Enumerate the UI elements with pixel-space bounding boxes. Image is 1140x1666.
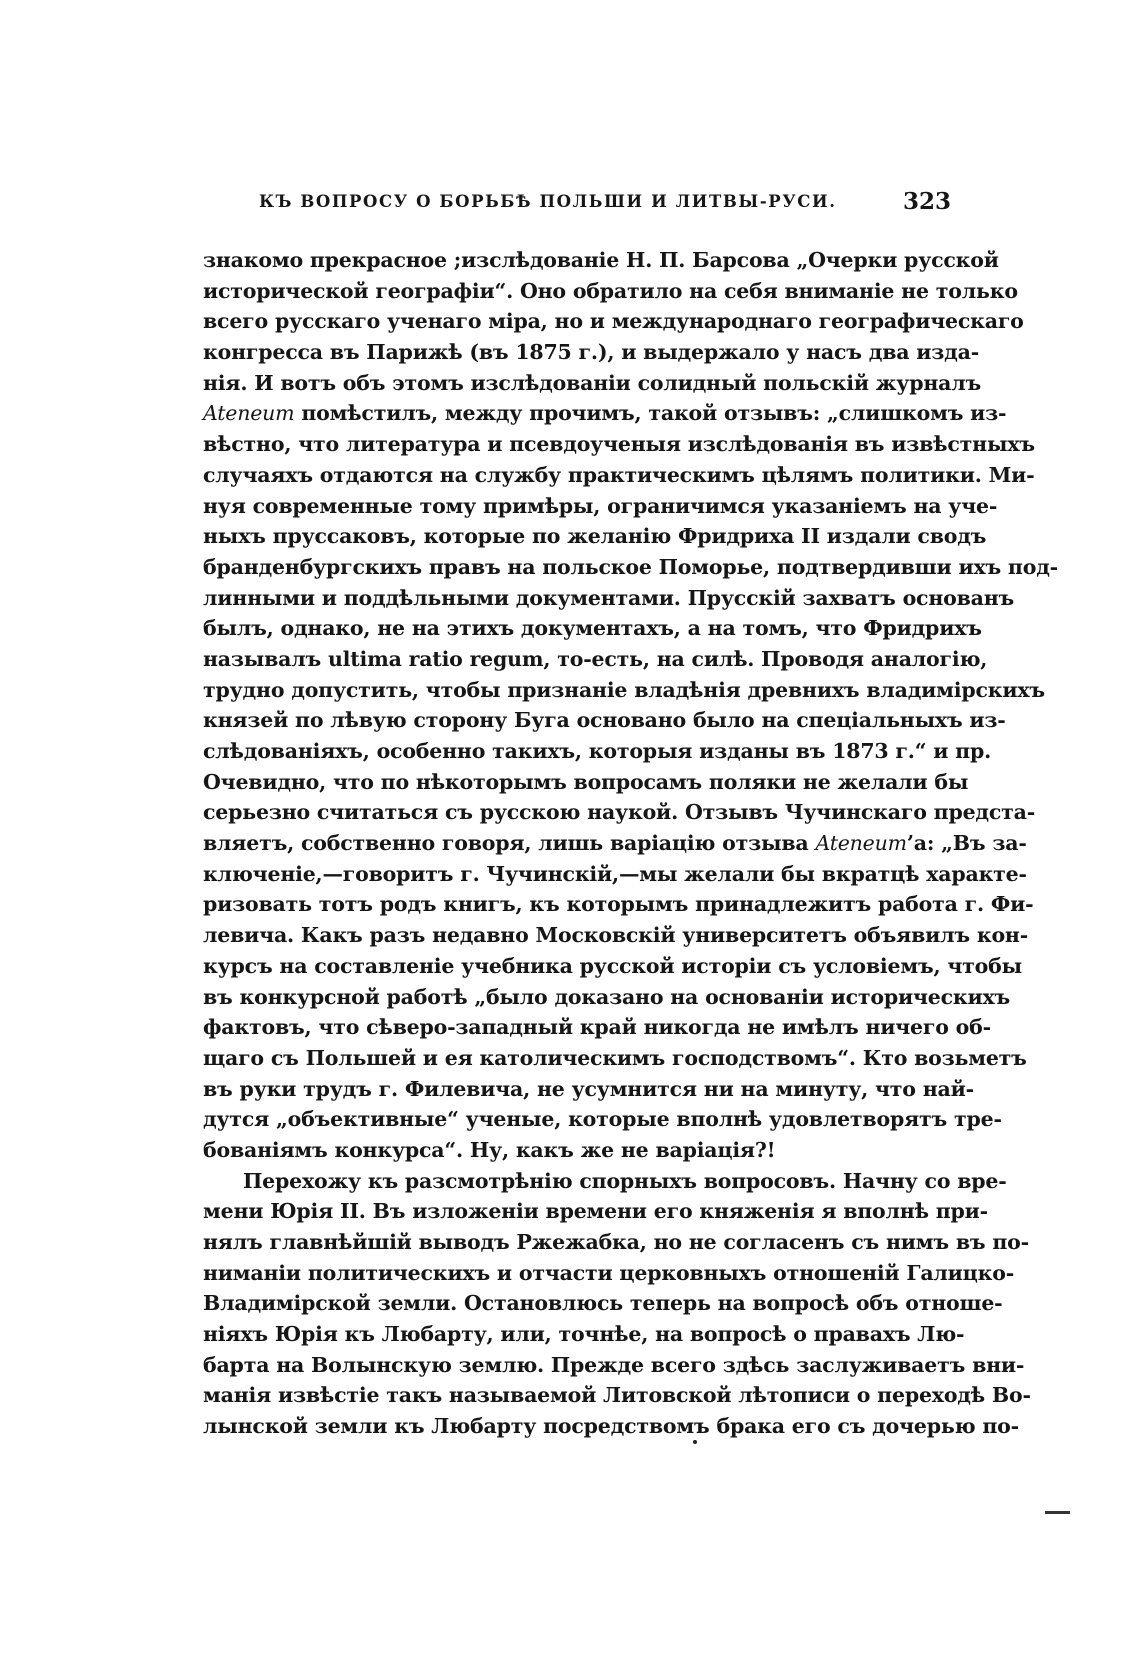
italic-title: Ateneum (203, 401, 295, 426)
text-line: князей по лѣвую сторону Буга основано было на спеціальныхъ из- (203, 708, 1006, 733)
text-line: исторической географіи“. Оно обратило на себя вниманіе не только (203, 278, 1018, 303)
scan-mark (1045, 1511, 1070, 1514)
text-line: курсъ на составленіе учебника русской исторіи съ условіемъ, чтобы (203, 953, 1022, 978)
italic-title: Ateneum (815, 831, 907, 856)
text-line: ризовать тотъ родъ книгъ, къ которымъ принадлежитъ работа г. Фи- (203, 892, 1034, 917)
text-line: дутся „объективные“ ученые, которые вполнѣ удовлетворятъ тре- (203, 1107, 1002, 1132)
text-line: Перехожу къ разсмотрѣнію спорныхъ вопросовъ. Начну со вре- (243, 1168, 1007, 1193)
text-line: въ конкурсной работѣ „было доказано на основаніи историческихъ (203, 984, 1011, 1009)
text-line: трудно допустить, чтобы признаніе владѣнія древнихъ владимірскихъ (203, 677, 1045, 702)
text-line: Очевидно, что по нѣкоторымъ вопросамъ поляки не желали бы (203, 769, 969, 794)
text-line: нялъ главнѣйшій выводъ Ржежабка, но не согласенъ съ нимъ въ по- (203, 1230, 1029, 1254)
text-line: нуя современные тому примѣры, ограничимся указаніемъ на уче- (203, 493, 998, 518)
text-line: манія извѣстіе такъ называемой Литовской лѣтописи о переходѣ Во- (203, 1383, 1031, 1408)
text-line: знакомо прекрасное ;изслѣдованіе Н. П. Барсова „Очерки русской (203, 248, 999, 272)
text-line: барта на Волынскую землю. Прежде всего здѣсь заслуживаетъ вни- (203, 1352, 1025, 1377)
text-line: слѣдованіяхъ, особенно такихъ, которыя изданы въ 1873 г.“ и пр. (203, 739, 992, 763)
text-line: былъ, однако, не на этихъ документахъ, а на томъ, что Фридрихъ (203, 616, 982, 641)
text-line: щаго съ Польшей и ея католическимъ господствомъ“. Кто возьметъ (203, 1045, 1027, 1070)
text-line: ніяхъ Юрія къ Любарту, или, точнѣе, на вопросѣ о правахъ Лю- (203, 1322, 965, 1347)
text-line: конгресса въ Парижѣ (въ 1875 г.), и выдержало у насъ два изда- (203, 340, 979, 365)
text-line: фактовъ, что сѣверо-западный край никогда не имѣлъ ничего об- (203, 1015, 991, 1040)
running-header (203, 190, 951, 220)
text-line: левича. Какъ разъ недавно Московскій университетъ объявилъ кон- (203, 923, 1029, 948)
text-line: лынской земли къ Любарту посредствомъ брака его съ дочерью по- (203, 1414, 1019, 1439)
text-line: называлъ ultima ratio regum, то-есть, на силѣ. Проводя аналогію, (203, 646, 988, 671)
text-line: ныхъ пруссаковъ, которые по желанію Фридриха II издали сводъ (203, 524, 987, 549)
scan-speck (693, 1440, 697, 1444)
text-line: въ руки трудъ г. Филевича, не усумнится ни на минуту, что най- (203, 1076, 974, 1101)
text-line: вѣстно, что литература и псевдоученыя изслѣдованія въ извѣстныхъ (203, 432, 1035, 457)
text-line: Ateneum помѣстилъ, между прочимъ, такой отзывъ: „слишкомъ из- (203, 401, 1007, 426)
text-line: линными и поддѣльными документами. Прусскій захватъ основанъ (203, 585, 1015, 610)
text-line: ключеніе,—говоритъ г. Чучинскій,—мы желали бы вкратцѣ характе- (203, 861, 1027, 886)
text-line: мени Юрія II. Въ изложеніи времени его княженія я вполнѣ при- (203, 1199, 988, 1224)
text-line: вляетъ, собственно говоря, лишь варіацію отзыва Ateneum’а: „Въ за- (203, 831, 1027, 856)
body-text (203, 245, 1058, 1442)
text-line: бованіямъ конкурса“. Ну, какъ же не варіація?! (203, 1137, 776, 1162)
text-line: нія. И вотъ объ этомъ изслѣдованіи солидный польскій журналъ (203, 370, 982, 395)
running-title: КЪ ВОПРОСУ О БОРЬБѢ ПОЛЬШИ И ЛИТВЫ-РУСИ. (259, 192, 837, 211)
text-line: ниманіи политическихъ и отчасти церковныхъ отношеній Галицко- (203, 1260, 1015, 1285)
text-line: Владимірской земли. Остановлюсь теперь на вопросѣ объ отноше- (203, 1291, 1003, 1316)
text-line: всего русскаго ученаго міра, но и международнаго географическаго (203, 309, 1024, 334)
text-line: бранденбургскихъ правъ на польское Поморье, подтвердивши ихъ под- (203, 554, 1058, 579)
text-line: серьезно считаться съ русскою наукой. Отзывъ Чучинскаго предста- (203, 800, 1036, 825)
page-number: 323 (902, 188, 951, 215)
text-line: случаяхъ отдаются на службу практическимъ цѣлямъ политики. Ми- (203, 462, 1035, 487)
